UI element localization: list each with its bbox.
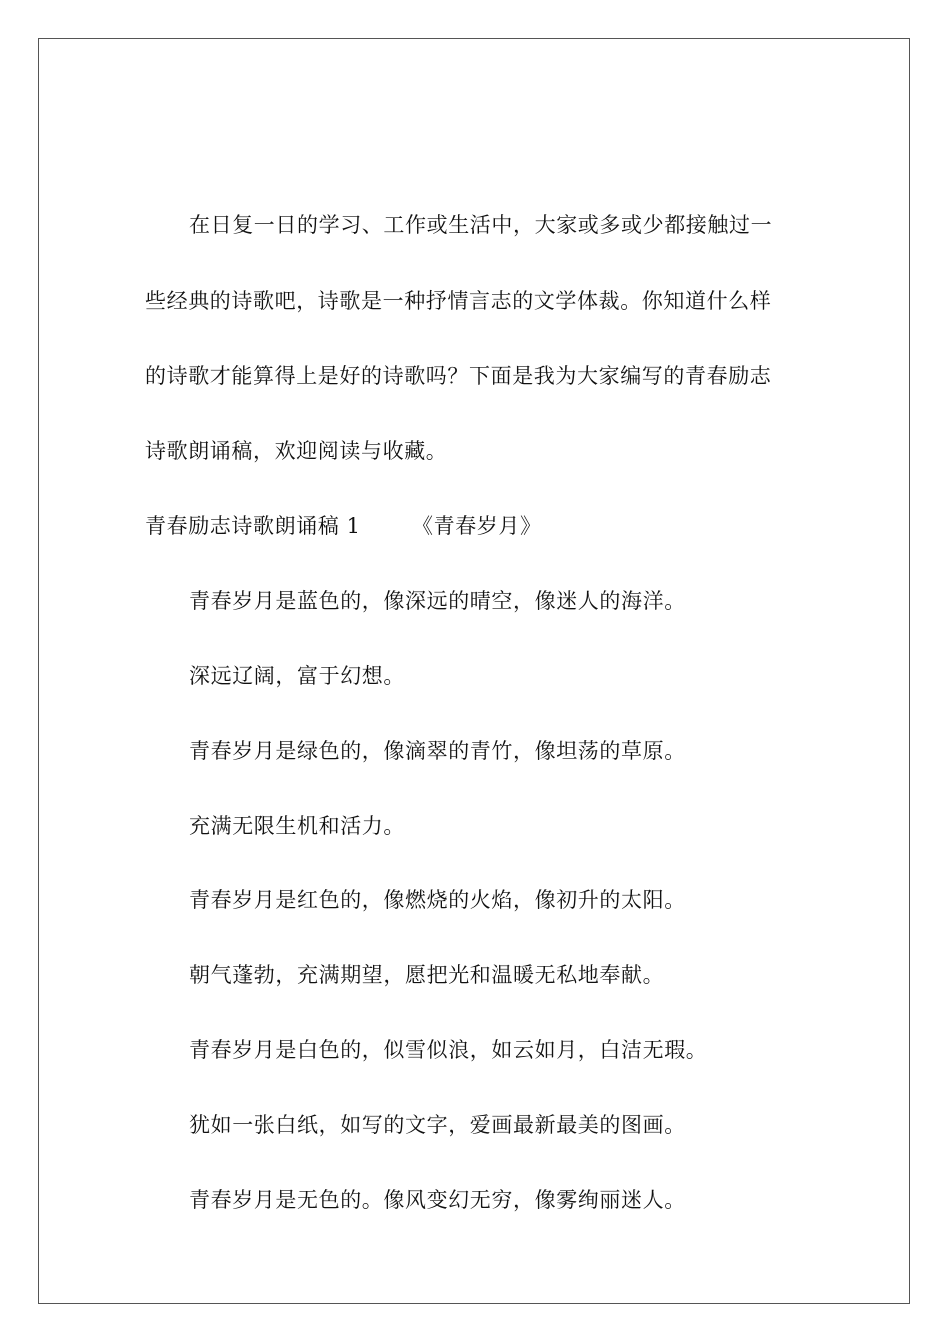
poem-line-3: 青春岁月是绿色的，像滴翠的青竹，像坦荡的草原。 [189,739,686,763]
intro-line-1: 在日复一日的学习、工作或生活中，大家或多或少都接触过一 [189,213,773,237]
poem-title: 《青春岁月》 [412,514,542,538]
poem-line-9: 青春岁月是无色的。像风变幻无穷，像雾绚丽迷人。 [189,1188,686,1212]
intro-line-3: 的诗歌才能算得上是好的诗歌吗？下面是我为大家编写的青春励志 [145,364,772,388]
poem-heading-label: 青春励志诗歌朗诵稿 1 [145,514,361,538]
poem-line-4: 充满无限生机和活力。 [189,814,405,838]
poem-line-5: 青春岁月是红色的，像燃烧的火焰，像初升的太阳。 [189,888,686,912]
poem-line-8: 犹如一张白纸，如写的文字，爱画最新最美的图画。 [189,1113,686,1137]
intro-line-4: 诗歌朗诵稿，欢迎阅读与收藏。 [145,439,448,463]
poem-line-7: 青春岁月是白色的，似雪似浪，如云如月，白洁无瑕。 [189,1038,708,1062]
intro-line-2: 些经典的诗歌吧，诗歌是一种抒情言志的文学体裁。你知道什么样 [145,289,772,313]
poem-line-1: 青春岁月是蓝色的，像深远的晴空，像迷人的海洋。 [189,589,686,613]
poem-line-6: 朝气蓬勃，充满期望，愿把光和温暖无私地奉献。 [189,963,665,987]
poem-line-2: 深远辽阔，富于幻想。 [189,664,405,688]
